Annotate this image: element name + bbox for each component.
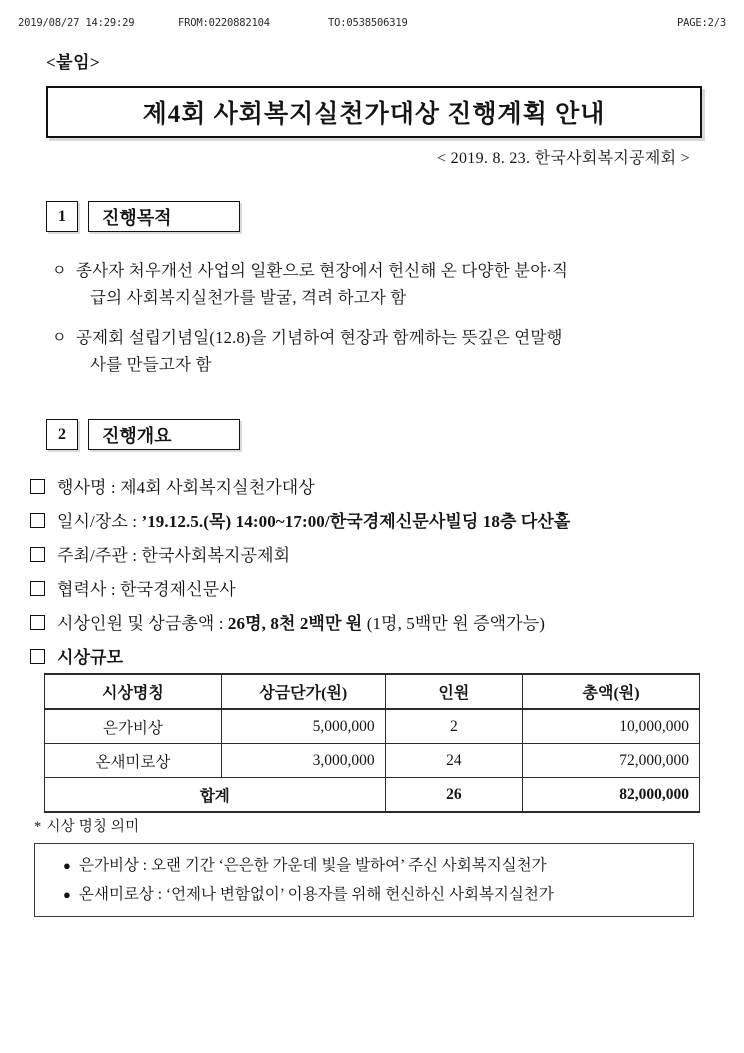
overview-item-label: 행사명 : 제4회 사회복지실천가대상	[57, 478, 315, 497]
award-table	[44, 673, 700, 813]
purpose-marker: ㅇ	[52, 330, 67, 347]
overview-item-value: ’19.12.5.(목) 14:00~17:00/한국경제신문사빌딩 18층 다산홀	[141, 512, 571, 531]
page-title: 제4회 사회복지실천가대상 진행계획 안내	[142, 101, 606, 128]
overview-item-datetime-venue	[30, 507, 700, 532]
column-header-count: 인원	[385, 674, 523, 709]
cell-award-name: 온새미로상	[45, 744, 222, 778]
column-header-total: 총액(원)	[523, 674, 700, 709]
award-name-note	[34, 815, 694, 917]
overview-item-label: 주최/주관 : 한국사회복지공제회	[57, 546, 291, 565]
purpose-list	[52, 258, 692, 393]
purpose-item	[52, 325, 692, 378]
section-heading-purpose	[46, 201, 240, 232]
cell-unit-prize: 3,000,000	[221, 744, 385, 778]
overview-item-prize-total	[30, 609, 700, 634]
cell-total: 10,000,000	[523, 709, 700, 744]
note-item-text: 은가비상 : 오랜 기간 ‘은은한 가운데 빛을 발하여’ 주신 사회복지실천가	[79, 857, 547, 874]
checkbox-icon	[30, 547, 45, 562]
table-header-row	[45, 674, 700, 709]
overview-item-label	[57, 507, 700, 532]
purpose-line-2: 급의 사회복지실천가를 발굴, 격려 하고자 함	[90, 287, 407, 307]
overview-item-event-name	[30, 473, 700, 498]
fax-to: TO:0538506319	[328, 17, 408, 29]
note-item	[63, 854, 681, 877]
overview-item-value: 26명, 8천 2백만 원	[227, 614, 363, 633]
overview-item-suffix: (1명, 5백만 원 증액가능)	[362, 614, 545, 633]
fax-datetime: 2019/08/27 14:29:29	[18, 17, 135, 29]
column-header-unit-prize: 상금단가(원)	[221, 674, 385, 709]
purpose-text	[76, 258, 692, 311]
note-box	[34, 843, 694, 917]
overview-item-prefix: 일시/장소 :	[57, 512, 142, 531]
checkbox-icon	[30, 581, 45, 596]
section-heading-overview	[46, 419, 240, 450]
table-total-row	[45, 778, 700, 813]
purpose-item	[52, 258, 692, 311]
purpose-line-1: 종사자 처우개선 사업의 일환으로 현장에서 헌신해 온 다양한 분야·직	[76, 261, 569, 280]
fax-from: FROM:0220882104	[178, 17, 270, 29]
checkbox-icon	[30, 479, 45, 494]
award-table-wrapper	[44, 673, 700, 813]
purpose-marker: ㅇ	[52, 263, 67, 279]
overview-list	[30, 473, 700, 677]
checkbox-icon	[30, 649, 45, 664]
cell-unit-prize: 5,000,000	[221, 709, 385, 744]
cell-count: 24	[385, 744, 523, 778]
overview-item-host	[30, 541, 700, 566]
overview-item-partner	[30, 575, 700, 600]
table-row	[45, 709, 700, 744]
column-header-award-name: 시상명칭	[45, 674, 222, 709]
purpose-text	[76, 325, 692, 378]
checkbox-icon	[30, 615, 45, 630]
note-heading	[34, 815, 694, 836]
purpose-line-2: 사를 만들고자 함	[90, 355, 212, 375]
cell-count: 2	[385, 709, 523, 744]
cell-total-sum: 82,000,000	[523, 778, 700, 813]
cell-total-label: 합계	[45, 778, 386, 813]
section-number: 2	[46, 419, 78, 450]
overview-item-label: 협력사 : 한국경제신문사	[57, 580, 236, 599]
section-label: 진행개요	[88, 419, 240, 450]
note-item	[63, 883, 681, 906]
bullet-icon: ●	[63, 887, 71, 903]
bullet-icon: ●	[63, 858, 71, 873]
section-number: 1	[46, 201, 78, 232]
purpose-line-1: 공제회 설립기념일(12.8)을 기념하여 현장과 함께하는 뜻깊은 연말행	[76, 328, 563, 348]
note-item-text: 온새미로상 : ‘언제나 변함없이’ 이용자를 위해 헌신하신 사회복지실천가	[79, 886, 554, 904]
attachment-label: <붙임>	[46, 53, 101, 72]
cell-total-count: 26	[385, 778, 523, 813]
asterisk-icon: *	[34, 819, 42, 835]
fax-header	[18, 16, 726, 30]
award-table-head	[45, 674, 700, 709]
overview-item-award-scale	[30, 643, 700, 668]
table-row	[45, 744, 700, 778]
cell-award-name: 은가비상	[45, 709, 222, 744]
title-subline: < 2019. 8. 23. 한국사회복지공제회 >	[437, 150, 690, 167]
overview-item-label: 시상규모	[57, 648, 124, 667]
award-table-body	[45, 709, 700, 812]
overview-item-prefix: 시상인원 및 상금총액 :	[57, 614, 228, 633]
note-heading-text: 시상 명칭 의미	[46, 819, 140, 835]
checkbox-icon	[30, 513, 45, 528]
document-title-box	[46, 86, 702, 138]
overview-item-label	[57, 609, 700, 634]
cell-total: 72,000,000	[523, 744, 700, 778]
fax-page-number: PAGE:2/3	[677, 17, 726, 29]
section-label: 진행목적	[88, 201, 240, 232]
